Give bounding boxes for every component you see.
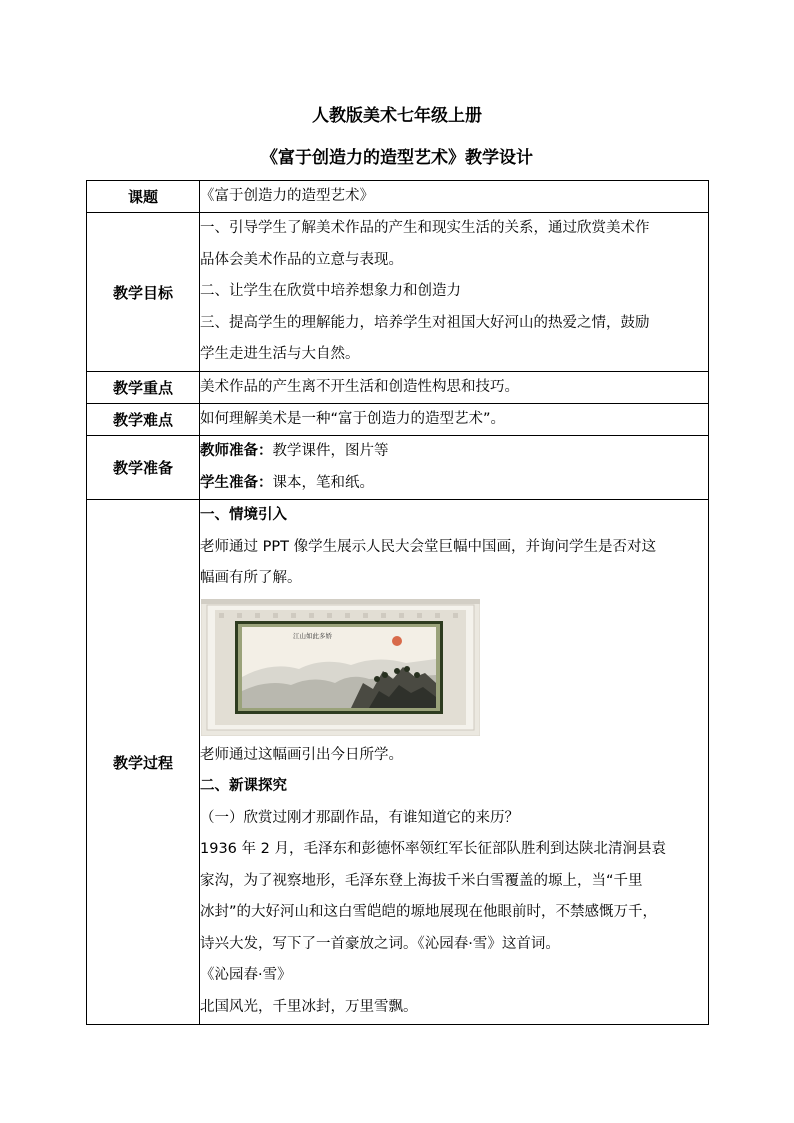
label-difficulties: 教学难点 <box>87 404 200 436</box>
intro-line: 幅画有所了解。 <box>200 570 302 586</box>
doc-title-grade: 人教版美术七年级上册 <box>312 106 482 126</box>
process-text <box>200 500 709 1025</box>
student-prep-label: 学生准备： <box>200 474 273 491</box>
lesson-plan-table <box>86 180 709 1025</box>
story-line: 冰封”的大好河山和这白雪皑皑的塬地展现在他眼前时，不禁感慨万千， <box>200 904 658 920</box>
objective-line: 学生走进生活与大自然。 <box>200 346 360 363</box>
poem-line: 北国风光，千里冰封，万里雪飘。 <box>200 998 418 1015</box>
label-key-points: 教学重点 <box>87 372 200 404</box>
student-prep-text: 课本，笔和纸。 <box>272 474 374 491</box>
topic-text: 《富于创造力的造型艺术》 <box>200 181 709 213</box>
section-heading: 一、情境引入 <box>200 507 287 523</box>
story-line: 家沟，为了视察地形，毛泽东登上海拔千米白雪覆盖的塬上，当“千里 <box>200 872 643 889</box>
row-process <box>87 500 709 1025</box>
poem-title: 《沁园春·雪》 <box>200 967 292 983</box>
after-image-line: 老师通过这幅画引出今日所学。 <box>200 746 403 763</box>
section-heading: 二、新课探究 <box>200 778 287 794</box>
row-preparation <box>87 436 709 500</box>
row-difficulties <box>87 404 709 436</box>
preparation-text <box>200 436 709 500</box>
painting-calligraphy: 江山如此多娇 <box>293 631 332 640</box>
key-points-text: 美术作品的产生离不开生活和创造性构思和技巧。 <box>200 372 709 404</box>
intro-line: 老师通过 PPT 像学生展示人民大会堂巨幅中国画，并询问学生是否对这 <box>200 538 657 555</box>
teacher-prep-label: 教师准备： <box>200 443 273 459</box>
doc-title-lesson: 《富于创造力的造型艺术》教学设计 <box>261 148 533 168</box>
label-preparation: 教学准备 <box>87 436 200 500</box>
story-line: 诗兴大发，写下了一首豪放之词。《沁园春·雪》这首词。 <box>200 935 560 952</box>
label-objectives: 教学目标 <box>87 213 200 372</box>
label-process: 教学过程 <box>87 500 200 1025</box>
row-topic <box>87 181 709 213</box>
objective-line: 二、让学生在欣赏中培养想象力和创造力 <box>200 283 461 300</box>
question-line: （一）欣赏过刚才那副作品，有谁知道它的来历？ <box>200 809 519 826</box>
objective-line: 一、引导学生了解美术作品的产生和现实生活的关系，通过欣赏美术作 <box>200 220 650 237</box>
row-key-points <box>87 372 709 404</box>
objective-line: 品体会美术作品的立意与表现。 <box>200 251 403 268</box>
row-objectives <box>87 213 709 372</box>
label-topic: 课题 <box>87 181 200 213</box>
objective-line: 三、提高学生的理解能力，培养学生对祖国大好河山的热爱之情，鼓励 <box>200 314 650 331</box>
story-line: 1936 年 2 月，毛泽东和彭德怀率领红军长征部队胜利到达陕北清涧县袁 <box>200 841 666 857</box>
difficulties-text: 如何理解美术是一种“富于创造力的造型艺术”。 <box>200 404 709 436</box>
landscape-painting-image <box>201 599 480 736</box>
objectives-text <box>200 213 709 372</box>
teacher-prep-text: 教学课件，图片等 <box>272 443 389 459</box>
